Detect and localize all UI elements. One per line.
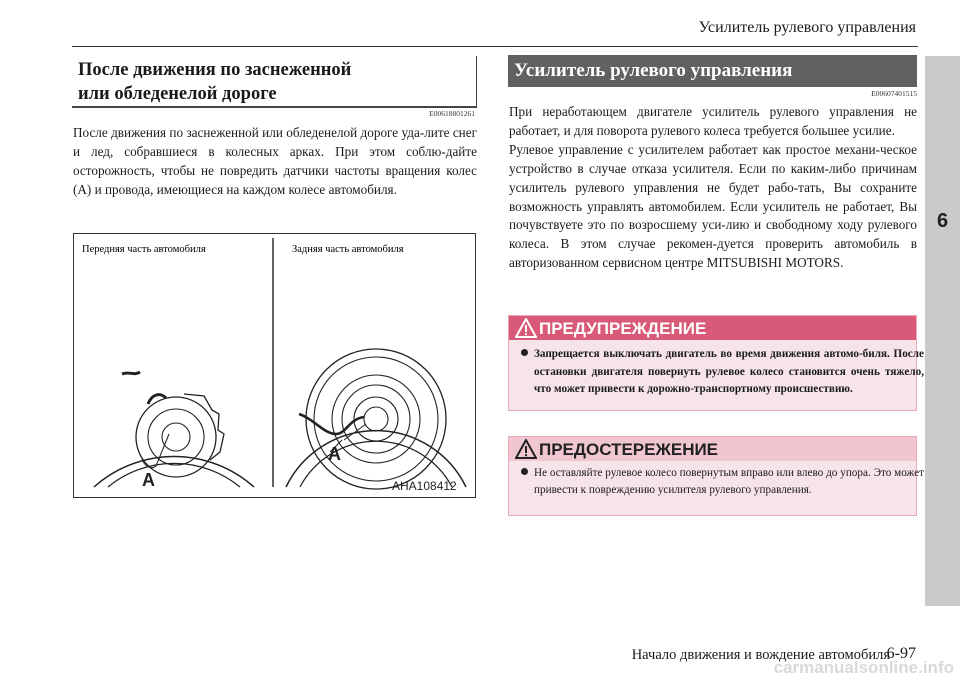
paragraph-power-steering-2: Рулевое управление с усилителем работает как простое механи-ческое устройство в случае отказа усилителя. Если по каким-либо причинам усилитель рулевого управления не будет рабо-тать, Вы сохраните возможность управлять автомобилем. Если усилитель не работает, Вы почувствуете это по возросшему уси-лию и свободному ходу рулевого колеса. В этом случае рекомен-дуется проверить автомобиль в авторизованном сервисном центре MITSUBISHI MOTORS. xyxy=(509,141,917,271)
section-title-snow-ice xyxy=(78,58,458,106)
chapter-side-tab xyxy=(925,56,960,606)
front-wheel-drawing xyxy=(94,372,254,487)
figure-code: AHA108412 xyxy=(392,479,457,493)
warning-item xyxy=(521,346,924,399)
section-code-right: E00607401515 xyxy=(871,89,917,98)
rear-wheel-drawing xyxy=(286,349,466,489)
figure-label-front: Передняя часть автомобиля xyxy=(82,244,206,255)
bullet-icon xyxy=(521,349,528,356)
caution-header xyxy=(509,437,916,461)
chapter-number: 6 xyxy=(936,210,949,232)
caution-box xyxy=(508,436,924,516)
sensor-marker-rear: A xyxy=(328,444,341,464)
section-title-line-2: или обледенелой дороге xyxy=(78,84,277,104)
warning-triangle-icon xyxy=(515,318,537,338)
warning-text: Запрещается выключать двигатель во время движения автомо-биля. После остановки двигателя повернуть рулевое колесо становится очень тяжело, что может привести к дорожно-транспортному происшествию. xyxy=(534,348,924,395)
wheel-arch-illustration xyxy=(74,234,475,497)
warning-header xyxy=(509,316,916,340)
wheel-sensor-figure xyxy=(73,233,476,498)
section-title-line-1: После движения по заснеженной xyxy=(78,60,352,80)
watermark: carmanualsonline.info xyxy=(773,658,954,677)
paragraph-snow-ice: После движения по заснеженной или обледенелой дороге уда-лите снег и лед, собравшиеся в колесных арках. При этом соблю-дайте осторожность, чтобы не повредить датчики частоты вращения колес (A) и провода, имеющиеся на каждом колесе автомобиля. xyxy=(73,125,477,197)
header-rule xyxy=(72,46,918,47)
running-header-title: Усилитель рулевого управления xyxy=(698,19,916,36)
section-title-rule xyxy=(72,106,476,108)
caution-item xyxy=(521,465,924,499)
section-title-power-steering: Усилитель рулевого управления xyxy=(508,55,917,87)
figure-label-rear: Задняя часть автомобиля xyxy=(292,244,404,255)
power-steering-body xyxy=(509,103,917,273)
footer-chapter-title: Начало движения и вождение автомобиля xyxy=(631,647,890,663)
bullet-icon xyxy=(521,468,528,475)
paragraph-power-steering-1: При неработающем двигателе усилитель рулевого управления не работает, и для поворота рулевого колеса требуется большее усилие. xyxy=(509,104,917,138)
section-title-vertical-rule xyxy=(476,56,477,108)
sensor-marker-front: A xyxy=(142,470,155,490)
caution-triangle-icon xyxy=(515,439,537,459)
warning-box xyxy=(508,315,924,411)
warning-title: ПРЕДУПРЕЖДЕНИЕ xyxy=(539,319,707,338)
caution-text: Не оставляйте рулевое колесо повернутым вправо или влево до упора. Это может привести к повреждению усилителя рулевого управления. xyxy=(534,467,924,496)
page-number: 6-97 xyxy=(886,645,916,662)
caution-title: ПРЕДОСТЕРЕЖЕНИЕ xyxy=(539,440,719,459)
section-code-left: E00618801261 xyxy=(429,109,475,118)
